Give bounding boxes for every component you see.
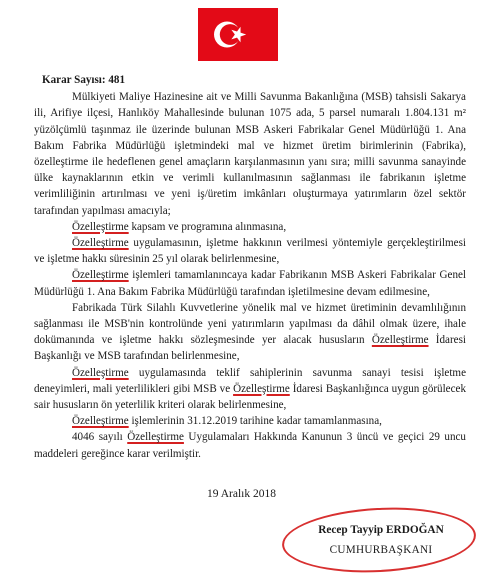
paragraph-text: İdaresi Başkanlığınca uygun görülecek sair hususların ön yeterlilik kriteri olarak belirlenmesine,: [34, 382, 467, 412]
paragraph-text: işlemlerinin 31.12.2019 tarihine kadar tamamlanmasına,: [128, 415, 382, 428]
decree-paragraph: [34, 267, 466, 299]
paragraph-text: İdaresi Başkanlığı ve MSB tarafından belirlenmesine,: [34, 334, 466, 363]
highlighted-term: Özelleştirme: [127, 431, 184, 444]
highlighted-term: Özelleştirme: [72, 269, 129, 282]
decree-paragraph: [34, 89, 466, 219]
turkish-flag-icon: [198, 8, 278, 61]
paragraph-text: uygulamasında teklif sahiplerinin savunma sanayi tesisi işletme deneyimleri, mali yeterlilikleri gibi MSB ve: [34, 366, 466, 395]
paragraph-text: Fabrikada Türk Silahlı Kuvvetlerine yönelik mal ve hizmet üretiminin devamlılığının sağlanması ile MSB'nin kontrolünde yeni yatırımların yapılması da dâhil olmak üzere, ihale dokümanında ve işletme hakkı sözleşmesinde yer alacak hususların: [34, 301, 466, 347]
highlighted-term: Özelleştirme: [72, 220, 129, 233]
decree-paragraph: [34, 365, 466, 414]
highlighted-term: Özelleştirme: [371, 334, 429, 347]
paragraph-text: 4046 sayılı: [72, 431, 128, 444]
decree-body: [34, 72, 466, 462]
highlighted-term: Özelleştirme: [233, 382, 290, 395]
decree-paragraph: [34, 235, 466, 267]
decree-paragraph: [34, 413, 466, 429]
highlighted-term: Özelleştirme: [72, 415, 129, 428]
paragraph-text: uygulamasının, işletme hakkının verilmesi yöntemiyle gerçekleştirilmesi ve işletme hakkı süresinin 25 yıl olarak belirlenmesine,: [34, 237, 466, 266]
highlighted-term: Özelleştirme: [72, 237, 129, 250]
highlighted-term: Özelleştirme: [72, 366, 129, 379]
decree-paragraph: [34, 219, 466, 235]
paragraph-text: işlemleri tamamlanıncaya kadar Fabrikanın MSB Askeri Fabrikalar Genel Müdürlüğü 1. Ana Bakım Fabrika Müdürlüğü tarafından işletilmesine devam edilmesine,: [34, 269, 466, 298]
decision-number: Karar Sayısı: 481: [42, 74, 125, 86]
paragraph-text: kapsam ve programına alınmasına,: [128, 220, 287, 233]
decree-paragraph: [34, 429, 466, 461]
signer-name: Recep Tayyip ERDOĞAN: [318, 524, 444, 536]
paragraph-text: Mülkiyeti Maliye Hazinesine ait ve Milli Savunma Bakanlığına (MSB) tahsisli Sakarya ili, Arifiye ilçesi, Hanlıköy Mahallesinde bulunan 1075 ada, 5 parsel numaralı 1.804.131 m² yüzölçümlü taşınmaz ile üzerinde bulunan MSB Askeri Fabrikalar Genel Müdürlüğü 1. Ana Bakım Fabrika Müdürlüğü işletmindeki mal ve hizmet üretim birimlerinin (Fabrika), özelleştirme ile hedeflenen genel amaçların karşılanmasının yanı sıra; milli savunma sanayinde ülke kaynaklarının etkin ve verimli kullanılmasının sağlanması ile fabrikanın işletme verimliliğinin artırılması ve yeni iş/üretim imkânları oluşturmaya yatırımların özel sektör tarafından yapılması amacıyla;: [34, 91, 466, 217]
signer-title: CUMHURBAŞKANI: [329, 544, 433, 556]
decree-paragraphs: [34, 89, 466, 462]
signature-highlight-circle: [280, 503, 477, 577]
paragraph-text: Uygulamaları Hakkında Kanunun 3 üncü ve geçici 29 uncu maddeleri gereğince karar verilmiştir.: [34, 431, 466, 460]
decree-date: 19 Aralık 2018: [207, 488, 276, 500]
decree-paragraph: [34, 300, 466, 365]
